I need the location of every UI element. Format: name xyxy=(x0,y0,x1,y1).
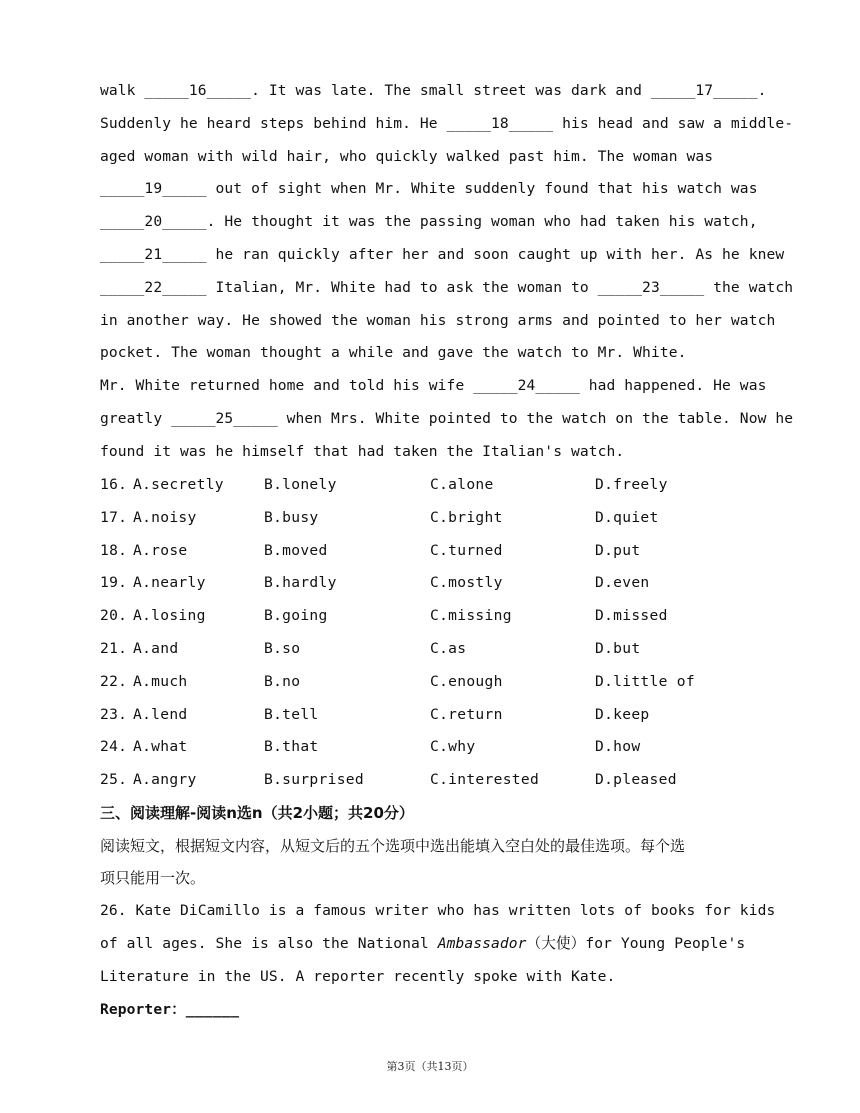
option-d: D.how xyxy=(595,738,641,756)
passage-line: walk _____16_____. It was late. The small street was dark and _____17_____. xyxy=(100,82,767,99)
question-number: 17. xyxy=(100,508,128,526)
question-number: 19. xyxy=(100,574,128,592)
option-c: C.bright xyxy=(430,508,503,526)
option-c: C.enough xyxy=(430,672,503,690)
passage-line: _____21_____ he ran quickly after her and soon caught up with her. As he knew xyxy=(100,246,785,263)
option-a: A.rose xyxy=(133,541,188,559)
option-a: A.much xyxy=(133,672,188,690)
option-b: B.so xyxy=(264,640,301,657)
option-a: A.nearly xyxy=(133,574,206,592)
option-b: B.moved xyxy=(264,541,328,559)
passage-line: _____22_____ Italian, Mr. White had to ask the woman to _____23_____ the watch xyxy=(100,278,794,296)
option-d: D.quiet xyxy=(595,508,659,526)
passage-line: aged woman with wild hair, who quickly walked past him. The woman was xyxy=(100,147,714,165)
option-d: D.even xyxy=(595,574,650,592)
question-number: 20. xyxy=(100,607,128,625)
q26-ambassador: Ambassador xyxy=(437,935,527,952)
option-a: A.losing xyxy=(133,607,206,625)
option-c: C.interested xyxy=(430,771,540,789)
option-b: B.hardly xyxy=(264,574,337,592)
passage-line: _____20_____. He thought it was the passing woman who had taken his watch, xyxy=(100,213,758,231)
option-d: D.little of xyxy=(595,672,695,690)
question-number: 21. xyxy=(100,640,128,657)
question-number: 25. xyxy=(100,771,128,789)
option-c: C.turned xyxy=(430,541,503,559)
option-c: C.as xyxy=(430,640,467,657)
q26-line3: Literature in the US. A reporter recently spoke with Kate. xyxy=(100,968,616,985)
option-c: C.mostly xyxy=(430,574,503,592)
option-c: C.alone xyxy=(430,476,494,493)
question-number: 16. xyxy=(100,476,128,493)
option-a: A.angry xyxy=(133,771,197,789)
passage-line: Suddenly he heard steps behind him. He _____18_____ his head and saw a middle- xyxy=(100,114,794,132)
option-b: B.going xyxy=(264,607,328,625)
option-c: C.return xyxy=(430,705,503,723)
page-footer: 第3页（共13页） xyxy=(386,1060,474,1073)
option-d: D.put xyxy=(595,541,641,559)
question-number: 24. xyxy=(100,738,128,756)
q26-line1: 26. Kate DiCamillo is a famous writer who has written lots of books for kids xyxy=(100,902,776,919)
passage-line: pocket. The woman thought a while and gave the watch to Mr. White. xyxy=(100,344,687,362)
option-b: B.tell xyxy=(264,705,319,723)
question-number: 23. xyxy=(100,705,128,723)
option-c: C.why xyxy=(430,738,476,756)
q26-line2 xyxy=(100,934,745,954)
question-number: 22. xyxy=(100,672,128,690)
option-d: D.pleased xyxy=(595,771,677,789)
q26-line2-pre: of all ages. She is also the National xyxy=(100,935,438,952)
section-instruction-line1: 阅读短文，根据短文内容，从短文后的五个选项中选出能填入空白处的最佳选项。每个选 xyxy=(100,837,686,855)
passage-line: in another way. He showed the woman his strong arms and pointed to her watch xyxy=(100,311,776,329)
option-d: D.keep xyxy=(595,705,650,723)
passage-line: found it was he himself that had taken the Italian's watch. xyxy=(100,442,625,460)
passage-line: greatly _____25_____ when Mrs. White pointed to the watch on the table. Now he xyxy=(100,410,794,427)
q26-line2-post: （大使）for Young People's xyxy=(526,935,746,952)
option-b: B.that xyxy=(264,738,319,756)
option-a: A.and xyxy=(133,640,179,657)
option-d: D.but xyxy=(595,640,641,657)
question-number: 18. xyxy=(100,541,128,559)
passage-line: _____19_____ out of sight when Mr. White suddenly found that his watch was xyxy=(100,180,758,198)
option-a: A.lend xyxy=(133,705,188,723)
passage-line: Mr. White returned home and told his wife _____24_____ had happened. He was xyxy=(100,377,767,395)
option-a: A.secretly xyxy=(133,476,224,493)
option-c: C.missing xyxy=(430,607,512,625)
option-b: B.busy xyxy=(264,508,319,526)
option-a: A.what xyxy=(133,738,188,756)
option-a: A.noisy xyxy=(133,508,197,526)
section-heading: 三、阅读理解-阅读n选n（共2小题；共20分） xyxy=(100,804,414,822)
option-b: B.surprised xyxy=(264,771,364,789)
option-b: B.no xyxy=(264,672,301,690)
section-instruction-line2: 项只能用一次。 xyxy=(100,869,206,887)
option-d: D.missed xyxy=(595,607,668,625)
reporter-label: Reporter：______ xyxy=(100,1001,240,1018)
option-b: B.lonely xyxy=(264,476,337,493)
option-d: D.freely xyxy=(595,476,668,493)
